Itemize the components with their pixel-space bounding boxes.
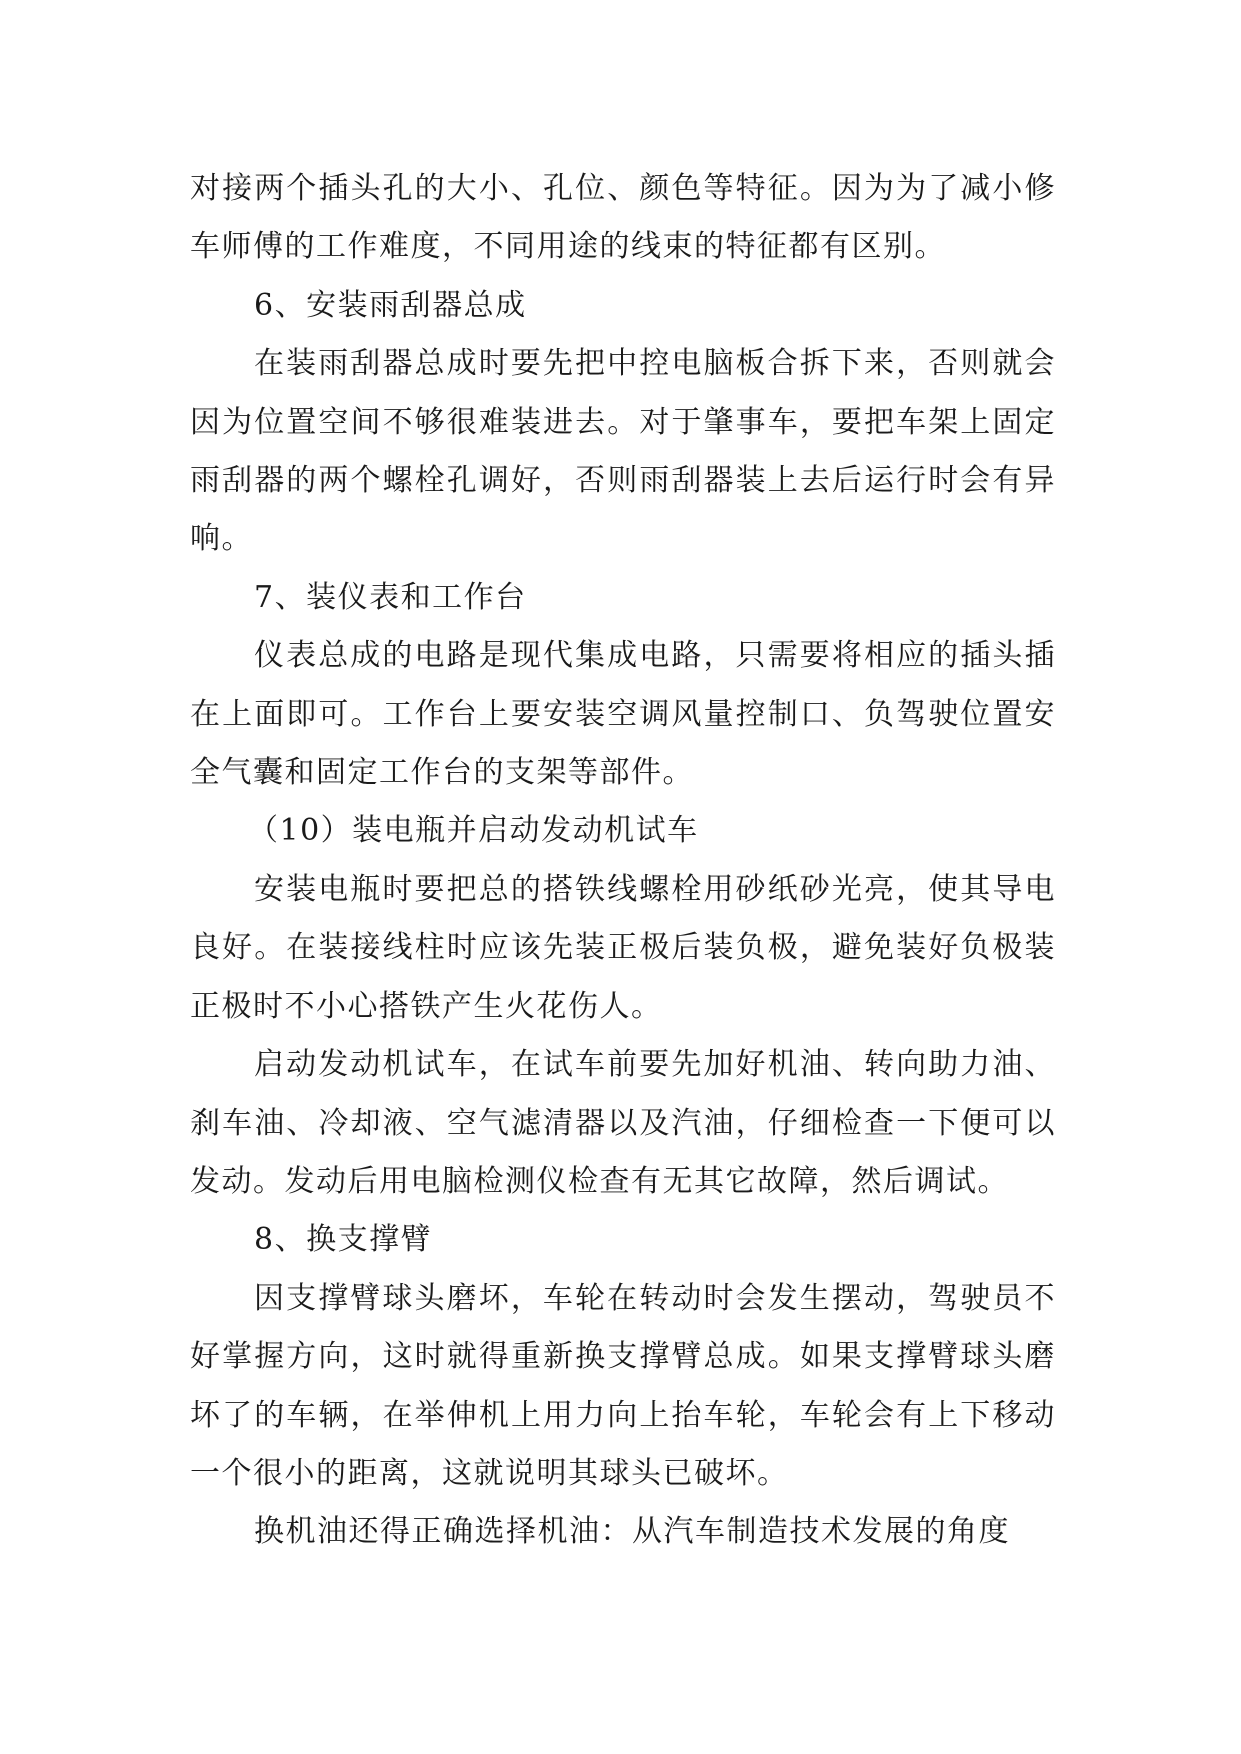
document-body (190, 160, 1056, 1562)
paragraph-wiper-installation: 在装雨刮器总成时要先把中控电脑板合拆下来，否则就会因为位置空间不够很难装进去。对于肇事车，要把车架上固定雨刮器的两个螺栓孔调好，否则雨刮器装上去后运行时会有异响。 (190, 346, 1056, 557)
paragraph-oil-selection: 换机油还得正确选择机油：从汽车制造技术发展的角度 (254, 1514, 1010, 1550)
paragraph-support-arm: 因支撑臂球头磨坏，车轮在转动时会发生摆动，驾驶员不好掌握方向，这时就得重新换支撑臂总成。如果支撑臂球头磨坏了的车辆，在举伸机上用力向上抬车轮，车轮会有上下移动一个很小的距离，这就说明其球头已破坏。 (190, 1280, 1056, 1491)
heading-install-wiper-assembly: 6、安装雨刮器总成 (254, 287, 527, 323)
heading-install-instrument-and-dashboard: 7、装仪表和工作台 (254, 579, 527, 615)
heading-replace-support-arm: 8、换支撑臂 (254, 1222, 433, 1258)
paragraph-battery-installation: 安装电瓶时要把总的搭铁线螺栓用砂纸砂光亮，使其导电良好。在装接线柱时应该先装正极后装负极，避免装好负极装正极时不小心搭铁产生火花伤人。 (190, 871, 1056, 1024)
paragraph-wire-harness-features: 对接两个插头孔的大小、孔位、颜色等特征。因为为了减小修车师傅的工作难度，不同用途的线束的特征都有区别。 (190, 171, 1056, 265)
paragraph-instrument-dashboard: 仪表总成的电路是现代集成电路，只需要将相应的插头插在上面即可。工作台上要安装空调风量控制口、负驾驶位置安全气囊和固定工作台的支架等部件。 (190, 638, 1056, 791)
paragraph-engine-test-run: 启动发动机试车，在试车前要先加好机油、转向助力油、刹车油、冷却液、空气滤清器以及汽油，仔细检查一下便可以发动。发动后用电脑检测仪检查有无其它故障，然后调试。 (190, 1047, 1056, 1199)
heading-battery-and-test-run: （10）装电瓶并启动发动机试车 (248, 813, 699, 849)
